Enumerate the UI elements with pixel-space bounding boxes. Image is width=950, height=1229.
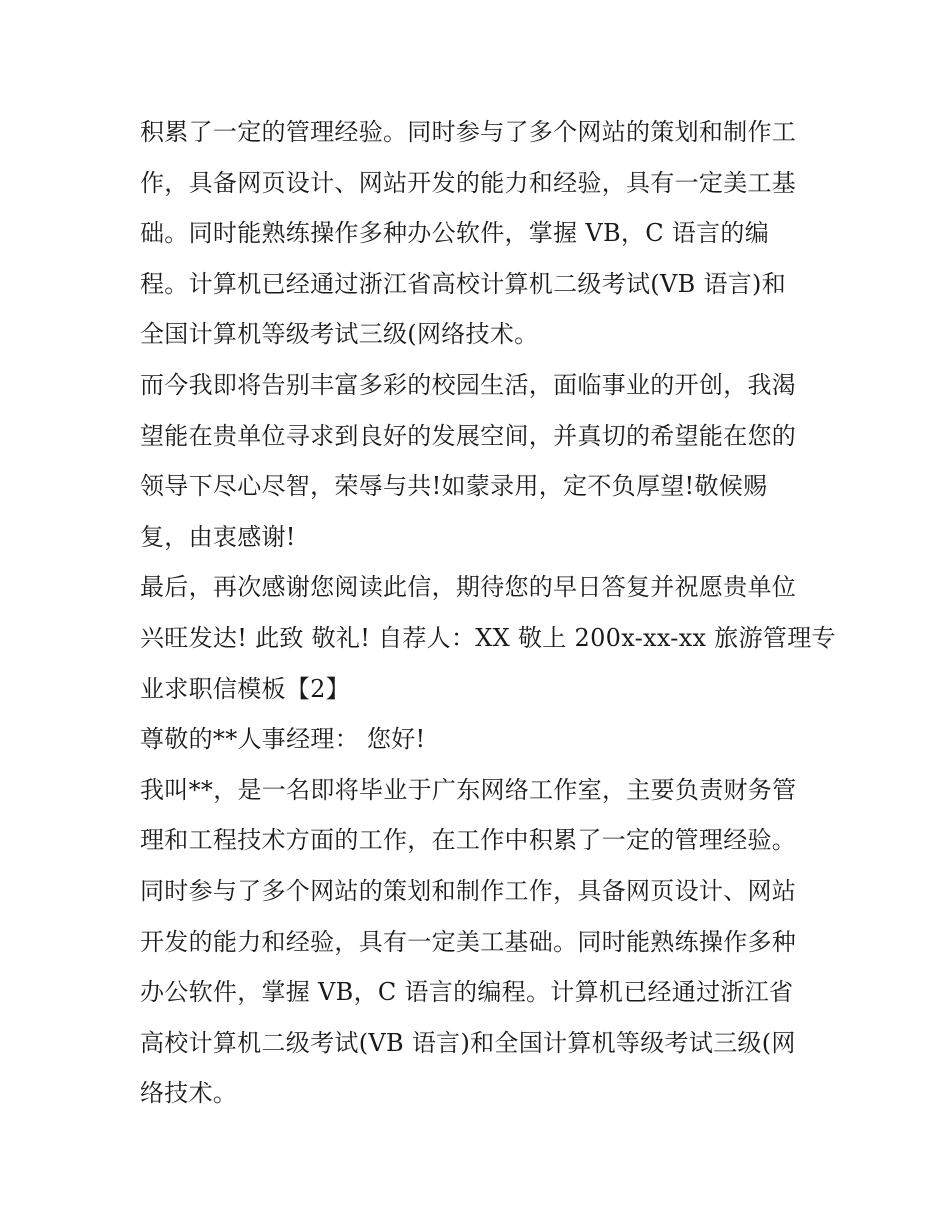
text-line: 我叫**，是一名即将毕业于广东网络工作室，主要负责财务管	[140, 775, 797, 804]
text-line: 开发的能力和经验，具有一定美工基础。同时能熟练操作多种	[140, 927, 797, 956]
text-line: 全国计算机等级考试三级(网络技术。	[140, 320, 539, 349]
text-line: 而今我即将告别丰富多彩的校园生活，面临事业的开创，我渴	[140, 370, 797, 399]
text-line: 同时参与了多个网站的策划和制作工作，具备网页设计、网站	[140, 876, 797, 905]
salutation: 尊敬的**人事经理： 您好!	[140, 725, 426, 754]
text-line: 复，由衷感谢!	[140, 522, 296, 551]
text-line: 础。同时能熟练操作多种办公软件，掌握 VB，C 语言的编	[140, 219, 769, 248]
text-line: 领导下尽心尽智，荣辱与共!如蒙录用，定不负厚望!敬候赐	[140, 472, 768, 501]
document-body	[140, 107, 836, 1119]
text-line: 最后，再次感谢您阅读此信，期待您的早日答复并祝愿贵单位	[140, 573, 797, 602]
text-line: 高校计算机二级考试(VB 语言)和全国计算机等级考试三级(网	[140, 1028, 796, 1057]
text-line: 络技术。	[140, 1079, 238, 1108]
text-line: 望能在贵单位寻求到良好的发展空间，并真切的希望能在您的	[140, 421, 797, 450]
text-line: 作，具备网页设计、网站开发的能力和经验，具有一定美工基	[140, 168, 797, 197]
text-line: 理和工程技术方面的工作，在工作中积累了一定的管理经验。	[140, 826, 797, 855]
text-line: 积累了一定的管理经验。同时参与了多个网站的策划和制作工	[140, 118, 797, 146]
text-line: 办公软件，掌握 VB，C 语言的编程。计算机已经通过浙江省	[140, 978, 794, 1007]
text-line: 程。计算机已经通过浙江省高校计算机二级考试(VB 语言)和	[140, 269, 787, 298]
text-line: 兴旺发达! 此致 敬礼! 自荐人：XX 敬上 200x-xx-xx 旅游管理专	[140, 623, 836, 652]
section-heading: 业求职信模板【2】	[140, 674, 350, 703]
